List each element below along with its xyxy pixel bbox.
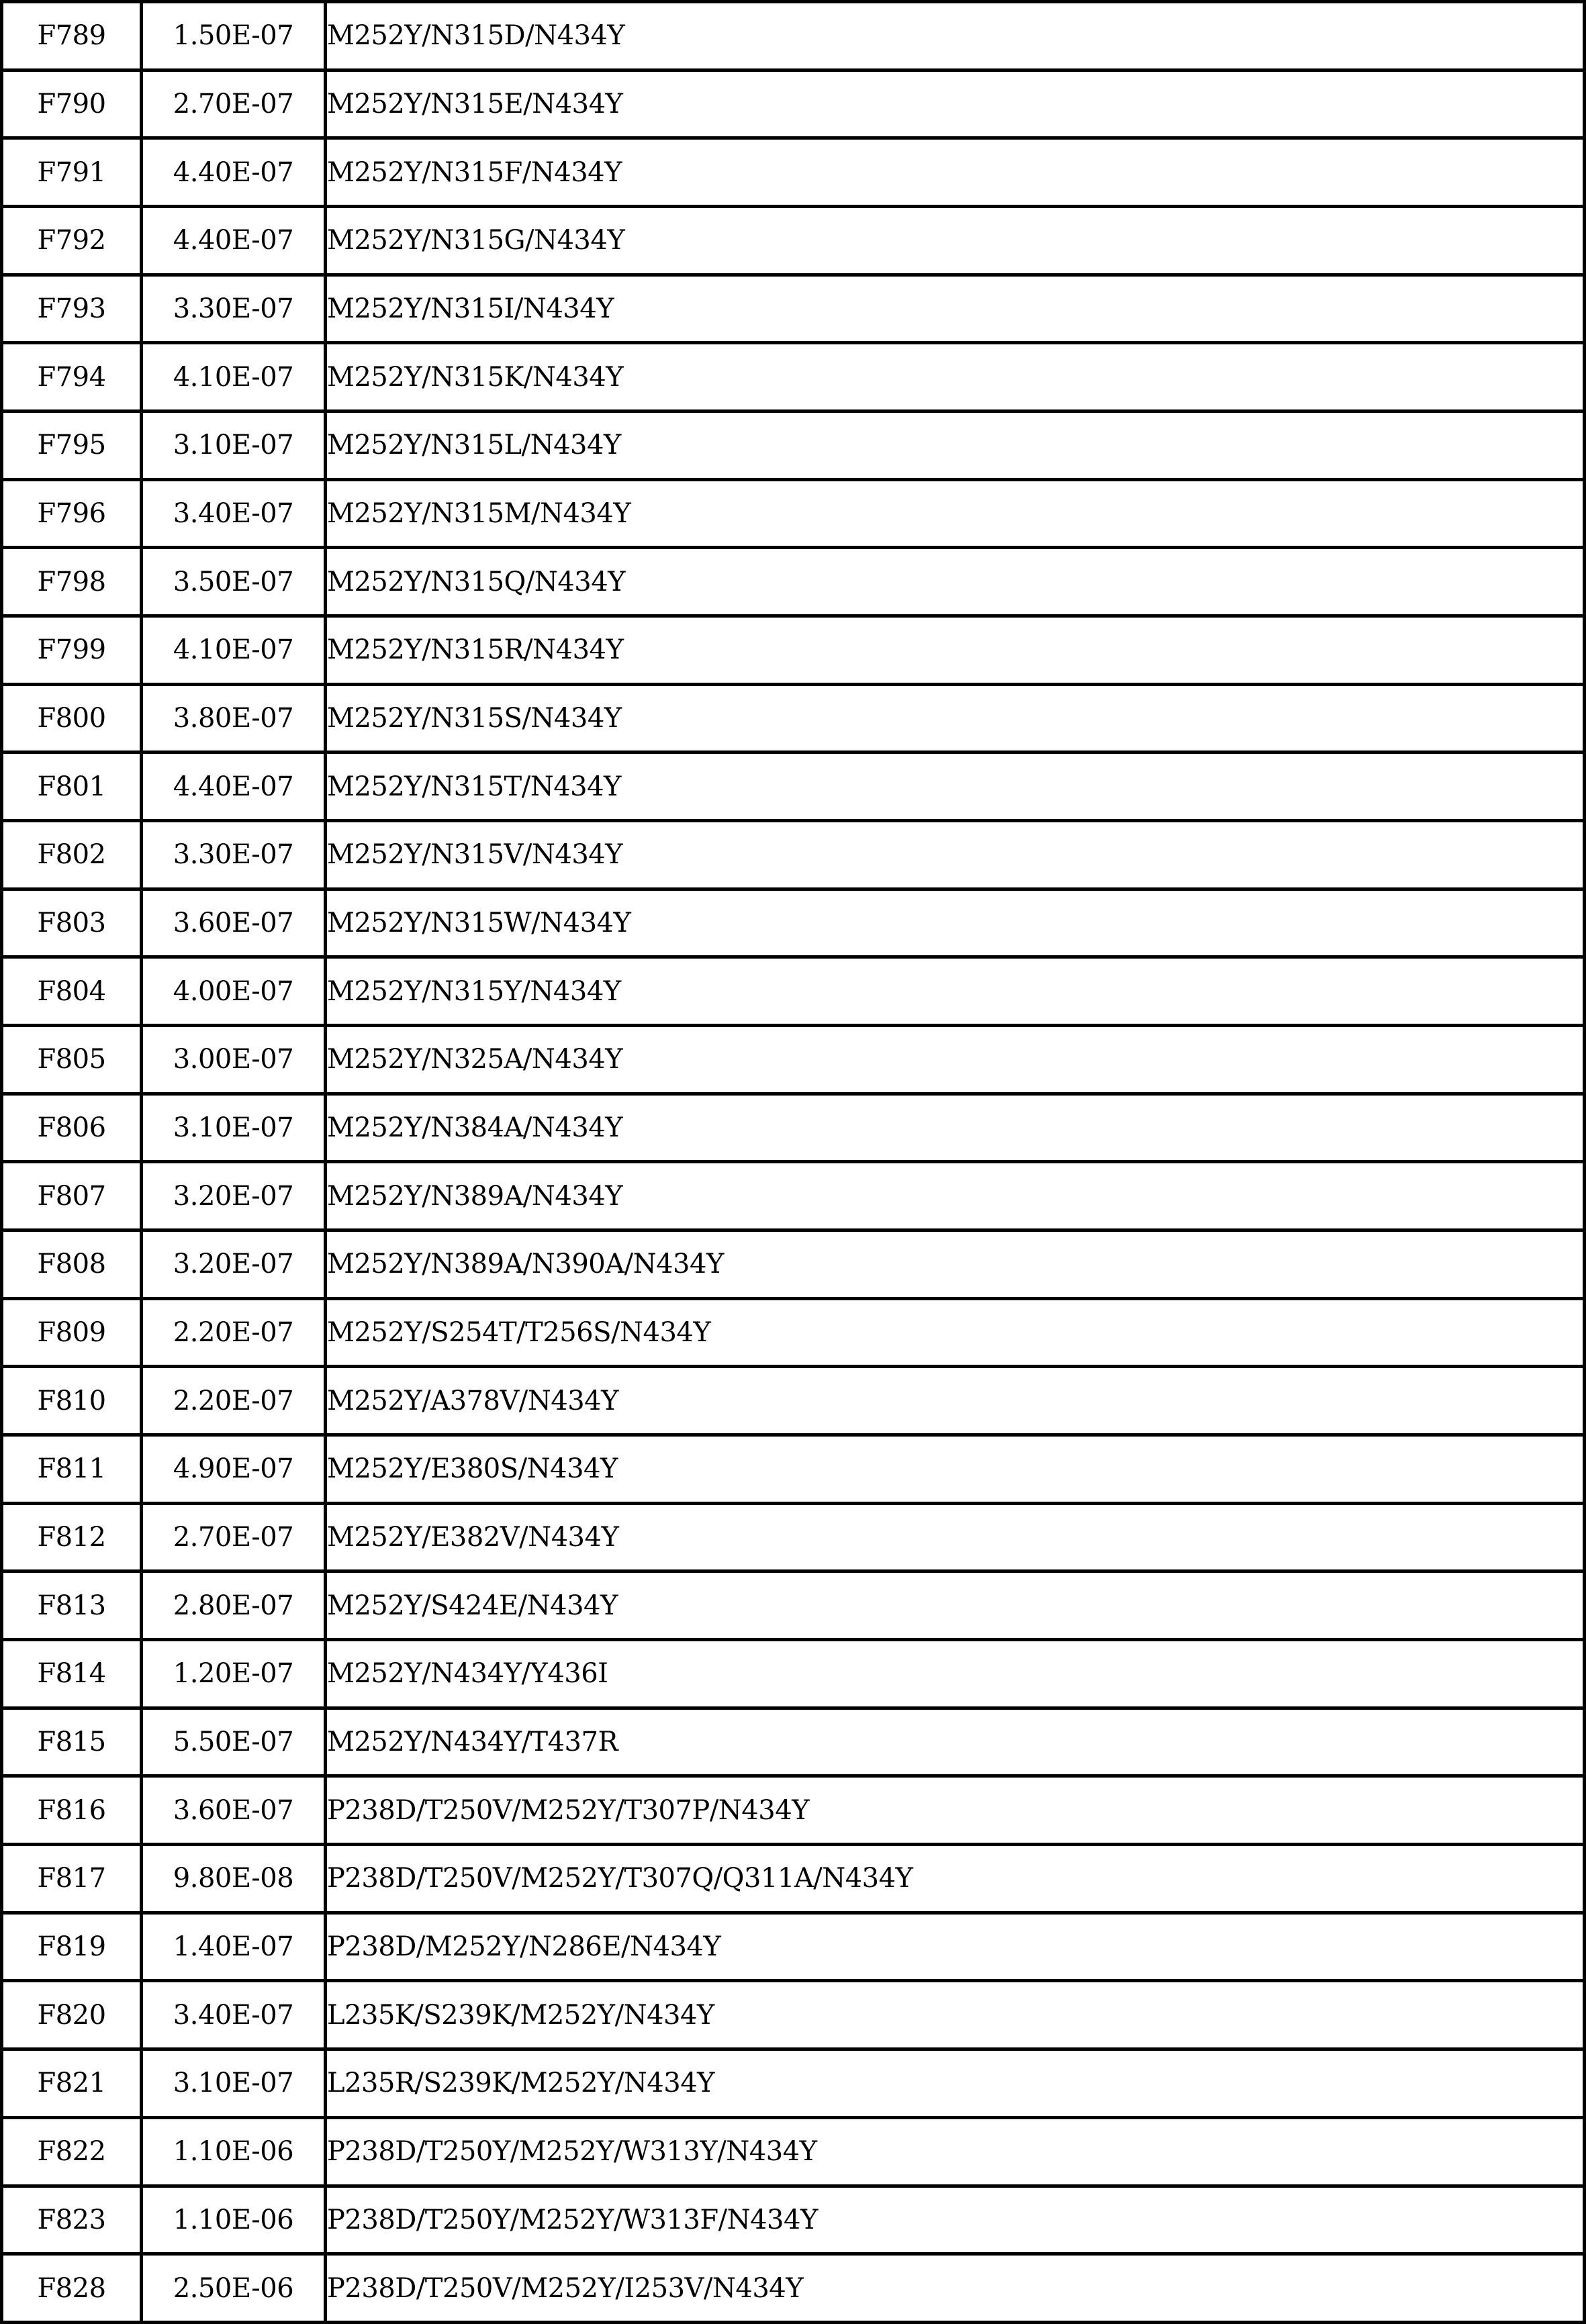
mutations-cell: M252Y/N434Y/T437R bbox=[326, 1708, 1585, 1776]
variant-id-cell: F792 bbox=[2, 207, 142, 275]
mutations-cell: M252Y/N315T/N434Y bbox=[326, 753, 1585, 821]
table-row bbox=[2, 1571, 1585, 1640]
variant-id-cell: F804 bbox=[2, 957, 142, 1026]
mutations-cell: M252Y/N315V/N434Y bbox=[326, 821, 1585, 889]
table-row bbox=[2, 957, 1585, 1026]
kd-value-cell: 4.00E-07 bbox=[142, 957, 326, 1026]
mutations-cell: M252Y/N434Y/Y436I bbox=[326, 1640, 1585, 1708]
kd-value-cell: 4.40E-07 bbox=[142, 207, 326, 275]
variant-id-cell: F795 bbox=[2, 411, 142, 480]
kd-value-cell: 2.20E-07 bbox=[142, 1298, 326, 1367]
kd-value-cell: 3.20E-07 bbox=[142, 1230, 326, 1299]
kd-value-cell: 3.30E-07 bbox=[142, 275, 326, 343]
kd-value-cell: 2.70E-07 bbox=[142, 1503, 326, 1571]
kd-value-cell: 2.80E-07 bbox=[142, 1571, 326, 1640]
variant-id-cell: F798 bbox=[2, 548, 142, 616]
table-row bbox=[2, 1026, 1585, 1094]
variant-id-cell: F801 bbox=[2, 753, 142, 821]
kd-value-cell: 3.60E-07 bbox=[142, 1776, 326, 1845]
mutations-cell: M252Y/N384A/N434Y bbox=[326, 1094, 1585, 1162]
variant-id-cell: F809 bbox=[2, 1298, 142, 1367]
mutations-cell: M252Y/N325A/N434Y bbox=[326, 1026, 1585, 1094]
table-row bbox=[2, 1367, 1585, 1435]
table-row bbox=[2, 684, 1585, 753]
table-row bbox=[2, 616, 1585, 685]
variant-table-body bbox=[2, 2, 1585, 2323]
variant-id-cell: F810 bbox=[2, 1367, 142, 1435]
table-row bbox=[2, 1845, 1585, 1913]
mutations-cell: P238D/T250V/M252Y/I253V/N434Y bbox=[326, 2254, 1585, 2323]
table-row bbox=[2, 2186, 1585, 2254]
mutations-cell: P238D/M252Y/N286E/N434Y bbox=[326, 1913, 1585, 1981]
kd-value-cell: 2.20E-07 bbox=[142, 1367, 326, 1435]
kd-value-cell: 2.70E-07 bbox=[142, 70, 326, 138]
kd-value-cell: 3.10E-07 bbox=[142, 411, 326, 480]
mutations-cell: M252Y/E382V/N434Y bbox=[326, 1503, 1585, 1571]
table-row bbox=[2, 411, 1585, 480]
mutations-cell: M252Y/N315L/N434Y bbox=[326, 411, 1585, 480]
variant-id-cell: F796 bbox=[2, 479, 142, 548]
mutations-cell: M252Y/N389A/N390A/N434Y bbox=[326, 1230, 1585, 1299]
mutations-cell: M252Y/N315D/N434Y bbox=[326, 2, 1585, 70]
table-row bbox=[2, 753, 1585, 821]
table-row bbox=[2, 1435, 1585, 1504]
variant-id-cell: F821 bbox=[2, 2049, 142, 2118]
variant-id-cell: F806 bbox=[2, 1094, 142, 1162]
table-row bbox=[2, 1230, 1585, 1299]
table-row bbox=[2, 1298, 1585, 1367]
table-row bbox=[2, 889, 1585, 957]
kd-value-cell: 3.40E-07 bbox=[142, 479, 326, 548]
variant-id-cell: F813 bbox=[2, 1571, 142, 1640]
mutations-cell: M252Y/N315M/N434Y bbox=[326, 479, 1585, 548]
mutations-cell: L235R/S239K/M252Y/N434Y bbox=[326, 2049, 1585, 2118]
kd-value-cell: 3.10E-07 bbox=[142, 2049, 326, 2118]
mutations-cell: M252Y/N315Q/N434Y bbox=[326, 548, 1585, 616]
variant-id-cell: F808 bbox=[2, 1230, 142, 1299]
table-row bbox=[2, 1503, 1585, 1571]
table-row bbox=[2, 275, 1585, 343]
table-row bbox=[2, 479, 1585, 548]
table-row bbox=[2, 207, 1585, 275]
kd-value-cell: 1.10E-06 bbox=[142, 2186, 326, 2254]
mutations-cell: M252Y/S254T/T256S/N434Y bbox=[326, 1298, 1585, 1367]
table-row bbox=[2, 2117, 1585, 2186]
mutations-cell: M252Y/N315E/N434Y bbox=[326, 70, 1585, 138]
mutations-cell: M252Y/N315I/N434Y bbox=[326, 275, 1585, 343]
mutations-cell: P238D/T250Y/M252Y/W313Y/N434Y bbox=[326, 2117, 1585, 2186]
table-row bbox=[2, 1094, 1585, 1162]
mutations-cell: M252Y/N389A/N434Y bbox=[326, 1162, 1585, 1230]
mutations-cell: P238D/T250Y/M252Y/W313F/N434Y bbox=[326, 2186, 1585, 2254]
mutations-cell: M252Y/N315W/N434Y bbox=[326, 889, 1585, 957]
kd-value-cell: 3.40E-07 bbox=[142, 1981, 326, 2049]
table-row bbox=[2, 1708, 1585, 1776]
table-row bbox=[2, 1981, 1585, 2049]
kd-value-cell: 3.20E-07 bbox=[142, 1162, 326, 1230]
mutations-cell: M252Y/N315S/N434Y bbox=[326, 684, 1585, 753]
mutations-cell: P238D/T250V/M252Y/T307P/N434Y bbox=[326, 1776, 1585, 1845]
variant-id-cell: F800 bbox=[2, 684, 142, 753]
kd-value-cell: 3.60E-07 bbox=[142, 889, 326, 957]
table-row bbox=[2, 1913, 1585, 1981]
variant-id-cell: F802 bbox=[2, 821, 142, 889]
kd-value-cell: 9.80E-08 bbox=[142, 1845, 326, 1913]
kd-value-cell: 1.20E-07 bbox=[142, 1640, 326, 1708]
table-row bbox=[2, 2049, 1585, 2118]
kd-value-cell: 3.10E-07 bbox=[142, 1094, 326, 1162]
kd-value-cell: 1.40E-07 bbox=[142, 1913, 326, 1981]
kd-value-cell: 3.80E-07 bbox=[142, 684, 326, 753]
variant-id-cell: F815 bbox=[2, 1708, 142, 1776]
variant-id-cell: F803 bbox=[2, 889, 142, 957]
kd-value-cell: 1.50E-07 bbox=[142, 2, 326, 70]
table-row bbox=[2, 1776, 1585, 1845]
mutations-cell: M252Y/N315K/N434Y bbox=[326, 343, 1585, 411]
table-row bbox=[2, 821, 1585, 889]
variant-id-cell: F790 bbox=[2, 70, 142, 138]
variant-id-cell: F828 bbox=[2, 2254, 142, 2323]
mutations-cell: M252Y/S424E/N434Y bbox=[326, 1571, 1585, 1640]
mutations-cell: M252Y/A378V/N434Y bbox=[326, 1367, 1585, 1435]
mutations-cell: M252Y/N315R/N434Y bbox=[326, 616, 1585, 685]
variant-id-cell: F791 bbox=[2, 138, 142, 207]
mutations-cell: P238D/T250V/M252Y/T307Q/Q311A/N434Y bbox=[326, 1845, 1585, 1913]
mutations-cell: M252Y/E380S/N434Y bbox=[326, 1435, 1585, 1504]
kd-value-cell: 3.50E-07 bbox=[142, 548, 326, 616]
variant-id-cell: F820 bbox=[2, 1981, 142, 2049]
kd-value-cell: 3.00E-07 bbox=[142, 1026, 326, 1094]
variant-id-cell: F819 bbox=[2, 1913, 142, 1981]
kd-value-cell: 4.40E-07 bbox=[142, 138, 326, 207]
table-row bbox=[2, 1162, 1585, 1230]
table-row bbox=[2, 70, 1585, 138]
variant-id-cell: F812 bbox=[2, 1503, 142, 1571]
kd-value-cell: 4.40E-07 bbox=[142, 753, 326, 821]
table-row bbox=[2, 1640, 1585, 1708]
kd-value-cell: 5.50E-07 bbox=[142, 1708, 326, 1776]
variant-id-cell: F822 bbox=[2, 2117, 142, 2186]
kd-value-cell: 3.30E-07 bbox=[142, 821, 326, 889]
variant-id-cell: F823 bbox=[2, 2186, 142, 2254]
table-row bbox=[2, 343, 1585, 411]
variant-id-cell: F817 bbox=[2, 1845, 142, 1913]
variant-id-cell: F814 bbox=[2, 1640, 142, 1708]
table-row bbox=[2, 2254, 1585, 2323]
mutations-cell: M252Y/N315Y/N434Y bbox=[326, 957, 1585, 1026]
variant-id-cell: F793 bbox=[2, 275, 142, 343]
table-row bbox=[2, 138, 1585, 207]
kd-value-cell: 1.10E-06 bbox=[142, 2117, 326, 2186]
mutations-cell: L235K/S239K/M252Y/N434Y bbox=[326, 1981, 1585, 2049]
kd-value-cell: 4.90E-07 bbox=[142, 1435, 326, 1504]
variant-id-cell: F789 bbox=[2, 2, 142, 70]
variant-id-cell: F816 bbox=[2, 1776, 142, 1845]
variant-id-cell: F794 bbox=[2, 343, 142, 411]
kd-value-cell: 4.10E-07 bbox=[142, 616, 326, 685]
variant-id-cell: F805 bbox=[2, 1026, 142, 1094]
variant-id-cell: F799 bbox=[2, 616, 142, 685]
variant-id-cell: F811 bbox=[2, 1435, 142, 1504]
kd-value-cell: 2.50E-06 bbox=[142, 2254, 326, 2323]
variant-id-cell: F807 bbox=[2, 1162, 142, 1230]
kd-value-cell: 4.10E-07 bbox=[142, 343, 326, 411]
table-row bbox=[2, 548, 1585, 616]
mutations-cell: M252Y/N315G/N434Y bbox=[326, 207, 1585, 275]
table-row bbox=[2, 2, 1585, 70]
mutations-cell: M252Y/N315F/N434Y bbox=[326, 138, 1585, 207]
